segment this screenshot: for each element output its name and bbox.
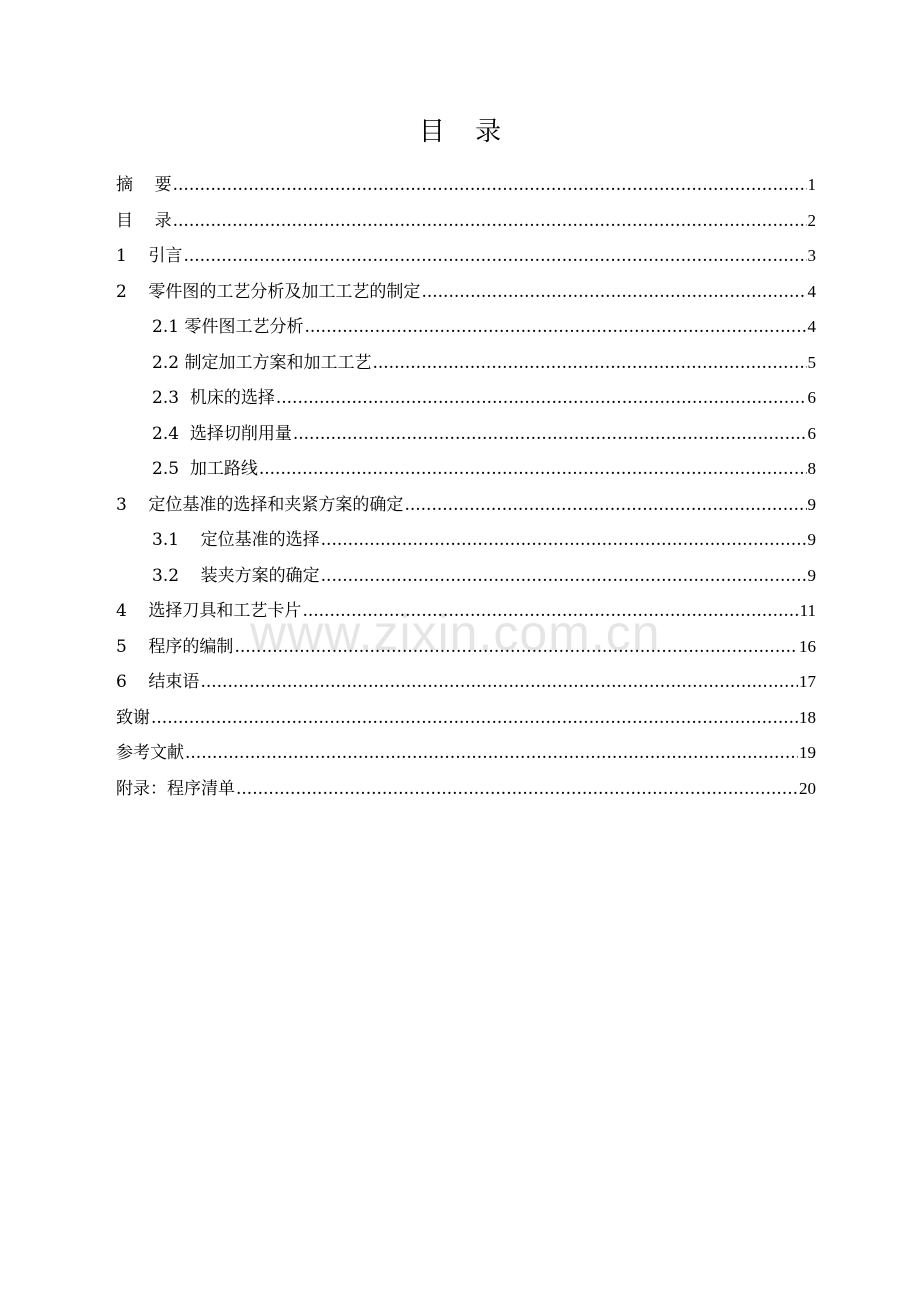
toc-entry-label: 2.2 制定加工方案和加工工艺 <box>152 352 372 373</box>
toc-entry-page-number: 11 <box>799 601 816 620</box>
toc-dot-leader <box>236 772 798 808</box>
toc-entry-label: 3.2 装夹方案的确定 <box>152 565 320 586</box>
toc-entry[interactable] <box>116 345 816 381</box>
toc-entry[interactable] <box>116 167 816 203</box>
toc-entry-label: 5 程序的编制 <box>116 636 234 657</box>
toc-dot-leader <box>372 346 806 382</box>
table-of-contents <box>116 167 816 806</box>
toc-dot-leader <box>304 310 806 346</box>
toc-entry[interactable] <box>116 522 816 558</box>
toc-entry-page-number: 16 <box>799 636 816 656</box>
toc-dot-leader <box>173 168 807 204</box>
toc-dot-leader <box>321 559 807 595</box>
toc-dot-leader <box>183 239 806 275</box>
toc-entry-page-number: 9 <box>807 565 816 585</box>
toc-dot-leader <box>321 523 807 559</box>
toc-entry-page-number: 3 <box>807 246 816 265</box>
toc-entry-page-number: 8 <box>807 459 816 478</box>
toc-entry[interactable] <box>116 309 816 345</box>
toc-entry-label: 参考文献 <box>116 743 184 763</box>
toc-entry[interactable] <box>116 664 816 700</box>
toc-entry-label: 目 录 <box>116 210 172 231</box>
toc-entry[interactable] <box>116 487 816 523</box>
toc-entry-label: 致谢 <box>116 707 150 728</box>
toc-entry-label: 4 选择刀具和工艺卡片 <box>116 601 302 621</box>
toc-dot-leader <box>259 452 807 488</box>
toc-entry-label: 3.1 定位基准的选择 <box>152 530 320 550</box>
toc-entry-label: 附录：程序清单 <box>116 778 235 799</box>
toc-entry-label: 摘 要 <box>116 175 172 195</box>
toc-entry[interactable] <box>116 558 816 594</box>
toc-dot-leader <box>234 630 798 666</box>
toc-entry-page-number: 17 <box>799 672 816 691</box>
toc-entry-page-number: 4 <box>807 317 816 336</box>
toc-entry[interactable] <box>116 380 816 416</box>
toc-dot-leader <box>151 701 798 737</box>
toc-entry-page-number: 9 <box>807 494 816 514</box>
toc-entry-page-number: 6 <box>807 423 816 443</box>
toc-dot-leader <box>276 381 807 417</box>
toc-entry-page-number: 19 <box>799 743 816 762</box>
toc-entry-label: 2.4 选择切削用量 <box>152 423 292 444</box>
toc-entry-label: 2 零件图的工艺分析及加工工艺的制定 <box>116 281 421 302</box>
toc-entry-page-number: 6 <box>807 388 816 407</box>
toc-entry-label: 2.3 机床的选择 <box>152 388 275 408</box>
page-title: 目 录 <box>418 117 502 147</box>
toc-entry[interactable] <box>116 238 816 274</box>
toc-entry[interactable] <box>116 700 816 736</box>
toc-dot-leader <box>173 204 807 240</box>
toc-entry-page-number: 2 <box>807 210 816 230</box>
toc-entry[interactable] <box>116 451 816 487</box>
toc-entry-page-number: 20 <box>799 778 816 798</box>
toc-entry-page-number: 4 <box>807 281 816 301</box>
toc-entry-label: 3 定位基准的选择和夹紧方案的确定 <box>116 494 404 515</box>
toc-entry[interactable] <box>116 203 816 239</box>
toc-entry-page-number: 9 <box>807 530 816 549</box>
watermark: www.zixin.com.cn <box>250 605 661 661</box>
toc-entry-page-number: 1 <box>807 175 816 194</box>
toc-entry-page-number: 5 <box>807 352 816 372</box>
toc-entry-page-number: 18 <box>799 707 816 727</box>
toc-entry[interactable] <box>116 274 816 310</box>
toc-entry[interactable] <box>116 593 816 629</box>
toc-dot-leader <box>185 736 798 772</box>
toc-entry[interactable] <box>116 416 816 452</box>
toc-dot-leader <box>421 275 806 311</box>
toc-dot-leader <box>404 488 806 524</box>
toc-dot-leader <box>293 417 807 453</box>
toc-dot-leader <box>302 594 798 630</box>
toc-dot-leader <box>200 665 798 701</box>
toc-entry[interactable] <box>116 771 816 807</box>
toc-entry-label: 1 引言 <box>116 246 183 266</box>
toc-entry-label: 6 结束语 <box>116 672 200 692</box>
toc-entry-label: 2.1 零件图工艺分析 <box>152 317 304 337</box>
toc-entry[interactable] <box>116 735 816 771</box>
toc-entry-label: 2.5 加工路线 <box>152 459 258 479</box>
toc-entry[interactable] <box>116 629 816 665</box>
